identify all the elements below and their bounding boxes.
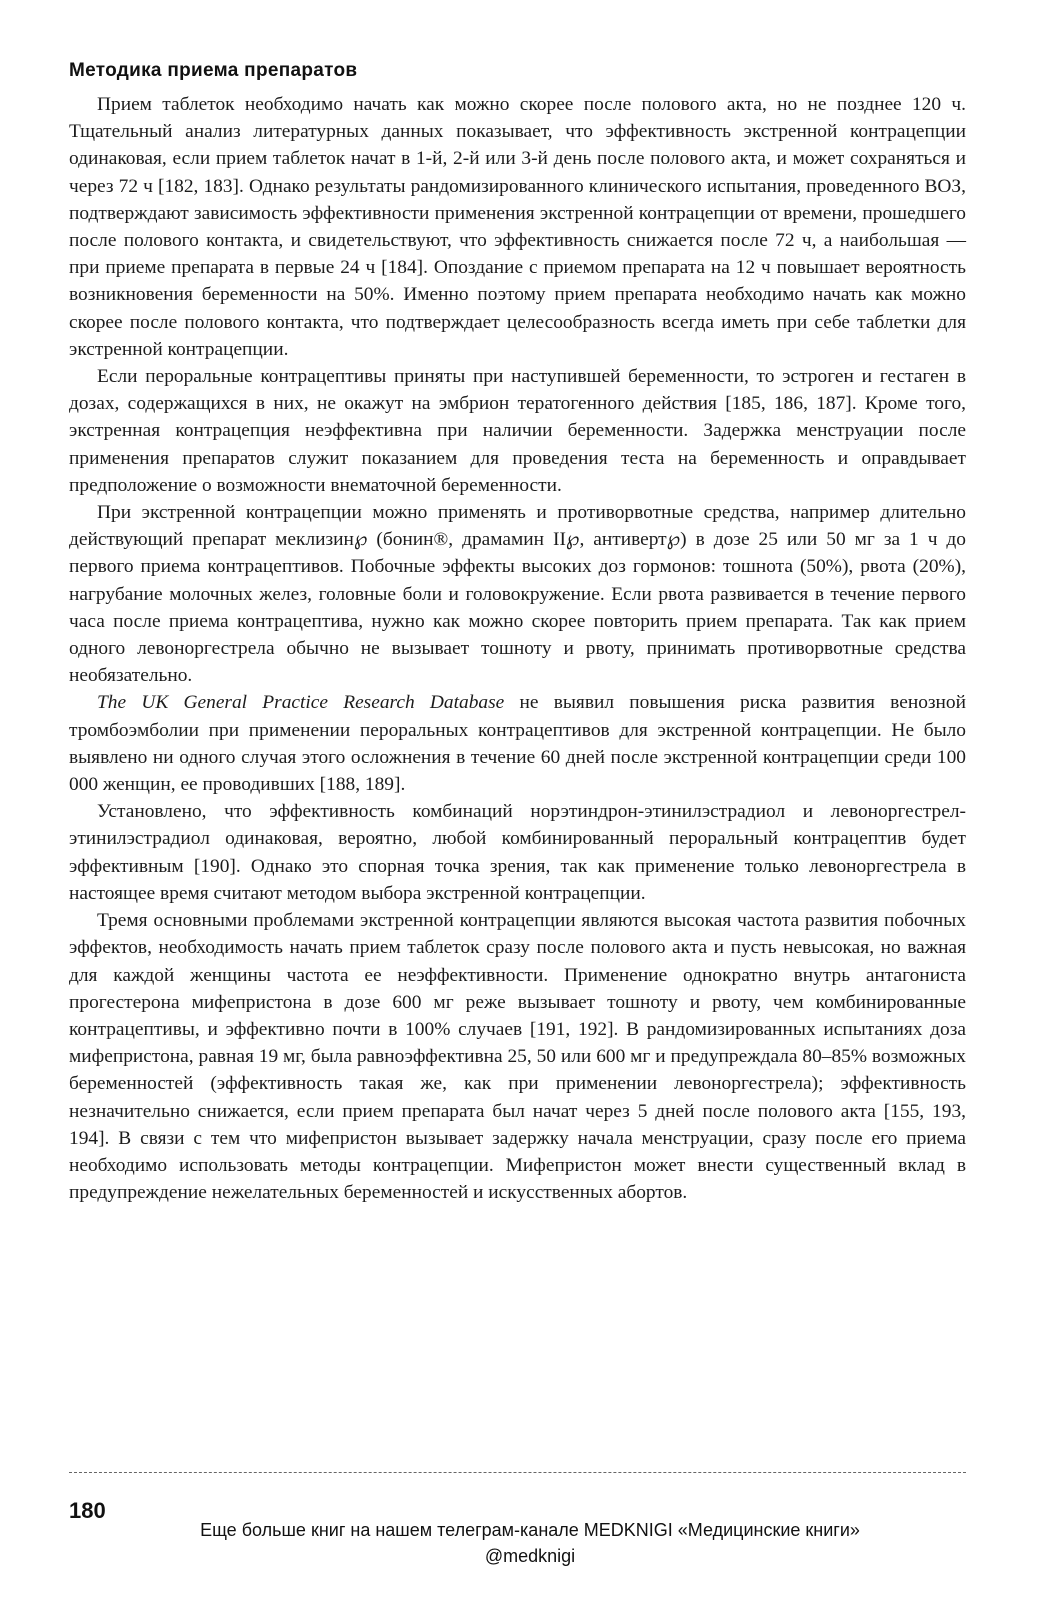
- footer-rule: [69, 1472, 966, 1473]
- paragraph-antiemetics: При экстренной контрацепции можно применять и противорвотные средства, например длительно действующий препарат меклизин℘ (бонин®, драмамин II℘, антиверт℘) в дозе 25 или 50 мг за 1 ч до первого приема контрацептивов. Побочные эффекты высоких доз гормонов: тошнота (50%), рвота (20%), нагрубание молочных желез, головные боли и головокружение. Если рвота развивается в течение первого часа после приема контрацептива, нужно как можно скорее повторить прием препарата. Так как прием одного левоноргестрела обычно не вызывает тошноту и рвоту, принимать противорвотные средства необязательно.: [69, 502, 966, 687]
- database-name: The UK General Practice Research Database: [97, 692, 505, 714]
- paragraph-combinations: Установлено, что эффективность комбинаций норэтиндрон-этинилэстрадиол и левоноргестрел-этинилэстрадиол одинаковая, вероятно, любой комбинированный пероральный контрацептив будет эффективным [190]. Однако это спорная точка зрения, так как применение только левоноргестрела в настоящее время считают методом выбора экстренной контрацепции.: [69, 801, 966, 904]
- paragraph-timing: Прием таблеток необходимо начать как можно скорее после полового акта, но не позднее 120 ч. Тщательный анализ литературных данных показывает, что эффективность экстренной контрацепции одинаковая, если прием таблеток начат в 1-й, 2-й или 3-й день после полового акта, и может сохраняться и через 72 ч [182, 183]. Однако результаты рандомизированного клинического испытания, проведенного ВОЗ, подтверждают зависимость эффективности применения экстренной контрацепции от времени, прошедшего после полового контакта, и свидетельствуют, что эффективность снижается после 72 ч, а наибольшая — при приеме препарата в первые 24 ч [184]. Опоздание с приемом препарата на 12 ч повышает вероятность возникновения беременности на 50%. Именно поэтому прием препарата необходимо начать как можно скорее после полового контакта, что подтверждает целесообразность всегда иметь при себе таблетки для экстренной контрацепции.: [69, 94, 966, 360]
- footer-promo-line: Еще больше книг на нашем телеграм-канале MEDKNIGI «Медицинские книги»: [200, 1520, 860, 1540]
- body-text: [69, 91, 966, 1206]
- paragraph-problems: Тремя основными проблемами экстренной контрацепции являются высокая частота развития побочных эффектов, необходимость начать прием таблеток сразу после полового акта и пусть невысокая, но важная для каждой женщины частота ее неэффективности. Применение однократно внутрь антагониста прогестерона мифепристона в дозе 600 мг реже вызывает тошноту и рвоту, чем комбинированные контрацептивы, и эффективно почти в 100% случаев [191, 192]. В рандомизированных испытаниях доза мифепристона, равная 19 мг, была равноэффективна 25, 50 или 600 мг и предупреждала 80–85% возможных беременностей (эффективность такая же, как при применении левоноргестрела); эффективность незначительно снижается, если прием препарата был начат через 5 дней после полового акта [155, 193, 194]. В связи с тем что мифепристон вызывает задержку начала менструации, сразу после его приема необходимо использовать методы контрацепции. Мифепристон может внести существенный вклад в предупреждение нежелательных беременностей и искусственных абортов.: [69, 910, 966, 1204]
- footer-promo: [140, 1517, 920, 1569]
- section-heading: Методика приема препаратов: [69, 60, 358, 81]
- paragraph-pregnancy: Если пероральные контрацептивы приняты при наступившей беременности, то эстроген и гестаген в дозах, содержащихся в них, не окажут на эмбрион тератогенного действия [185, 186, 187]. Кроме того, экстренная контрацепция неэффективна при наличии беременности. Задержка менструации после применения препаратов служит показанием для проведения теста на беременность и оправдывает предположение о возможности внематочной беременности.: [69, 366, 966, 496]
- page-number: 180: [69, 1498, 106, 1523]
- paragraph-database-text: не выявил повышения риска развития венозной тромбоэмболии при применении пероральных контрацептивов для экстренной контрацепции. Не было выявлено ни одного случая этого осложнения в течение 60 дней после экстренной контрацепции среди 100 000 женщин, ее проводивших [188, 189].: [69, 692, 967, 796]
- paragraph-database: [69, 689, 966, 798]
- footer-promo-handle: @medknigi: [484, 1546, 576, 1566]
